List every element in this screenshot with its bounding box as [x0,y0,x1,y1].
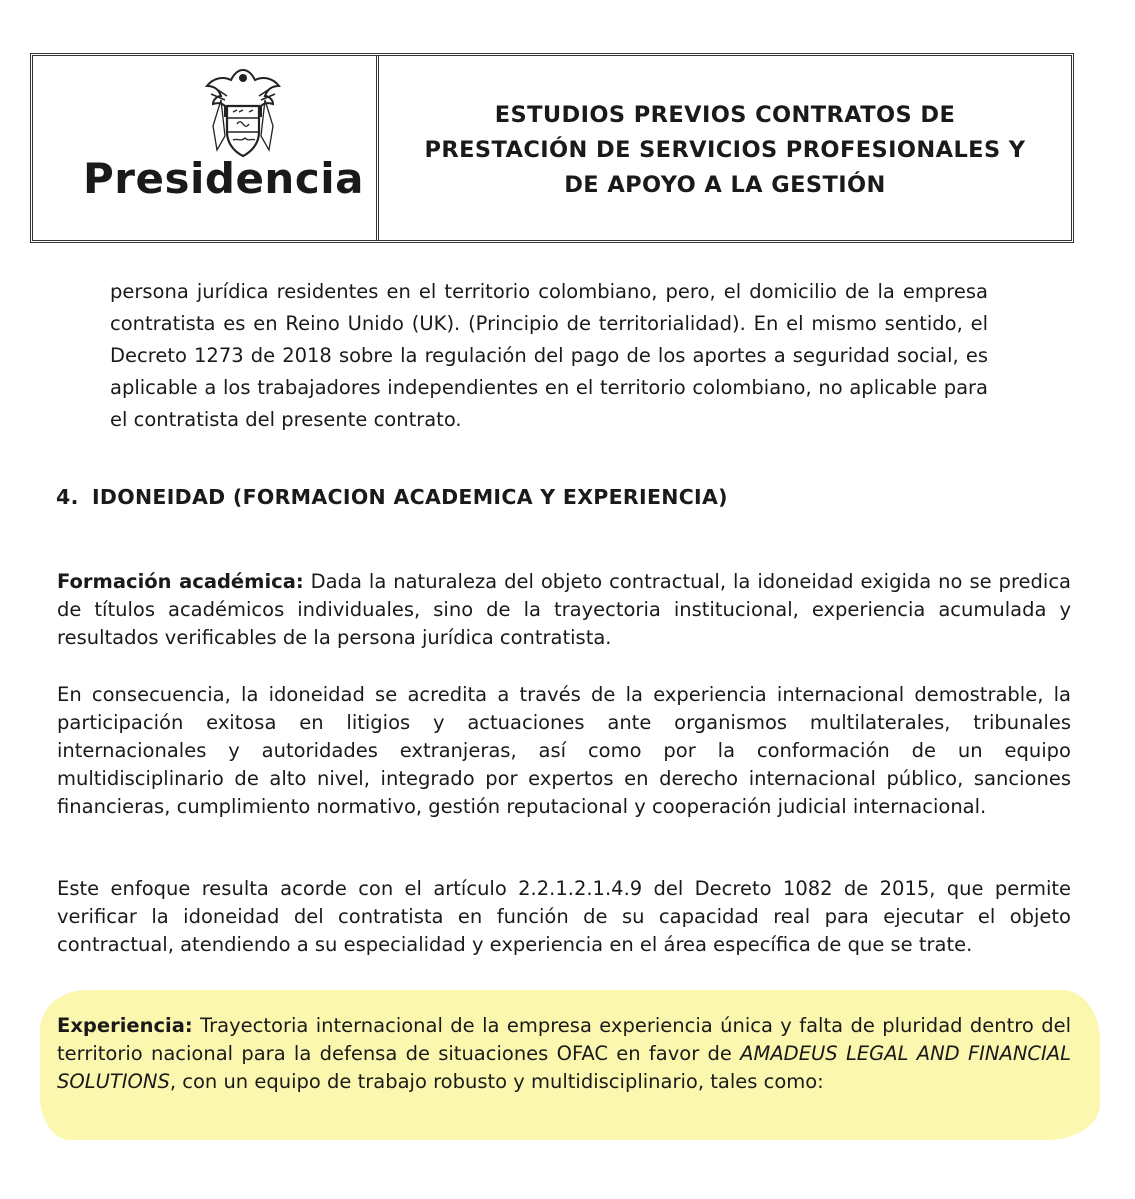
experiencia-label: Experiencia: [57,1014,193,1037]
formacion-text: Dada la naturaleza del objeto contractual, la idoneidad exigida no se predica de títulos académicos individuales, sino de la trayectoria institucional, experiencia acumulada y resultados verificables de la persona jurídica contratista. [57,570,1071,649]
title-line-3: DE APOYO A LA GESTIÓN [564,171,886,198]
title-cell [379,56,1071,240]
section-heading [56,485,728,509]
document-title [425,98,1026,203]
experiencia-paragraph [57,1012,1071,1096]
formacion-label: Formación académica: [57,570,304,593]
enfoque-paragraph: Este enfoque resulta acorde con el artículo 2.2.1.2.1.4.9 del Decreto 1082 de 2015, que permite verificar la idoneidad del contratista en función de su capacidad real para ejecutar el objeto contractual, atendiendo a su especialidad y experiencia en el área específica de que se trate. [57,877,1071,956]
presidencia-logo-text: Presidencia [83,154,364,203]
coat-of-arms-icon [203,66,283,160]
formacion-paragraph [57,568,1071,652]
consecuencia-paragraph: En consecuencia, la idoneidad se acredita a través de la experiencia internacional demostrable, la participación exitosa en litigios y actuaciones ante organismos multilaterales, tribunales internacionales y autoridades extranjeras, así como por la conformación de un equipo multidisciplinario de alto nivel, integrado por expertos en derecho internacional público, sanciones financieras, cumplimiento normativo, gestión reputacional y cooperación judicial internacional. [57,683,1071,818]
logo-cell [33,56,379,240]
experiencia-text-after: , con un equipo de trabajo robusto y multidisciplinario, tales como: [169,1070,824,1093]
experiencia-text-before: Trayectoria internacional de la empresa experiencia única y falta de pluridad dentro del territorio nacional para la defensa de situaciones OFAC en favor de [57,1014,1071,1065]
experiencia-company: AMADEUS LEGAL AND FINANCIAL SOLUTIONS [57,1042,1071,1093]
section-number: 4. [56,485,79,509]
continuation-paragraph: persona jurídica residentes en el territorio colombiano, pero, el domicilio de la empresa contratista es en Reino Unido (UK). (Principio de territorialidad). En el mismo sentido, el Decreto 1273 de 2018 sobre la regulación del pago de los aportes a seguridad social, es aplicable a los trabajadores independientes en el territorio colombiano, no aplicable para el contratista del presente contrato. [110,280,988,431]
document-header [30,53,1074,243]
section-title: IDONEIDAD (FORMACION ACADEMICA Y EXPERIENCIA) [92,485,728,509]
title-line-2: PRESTACIÓN DE SERVICIOS PROFESIONALES Y [424,136,1026,163]
title-line-1: ESTUDIOS PREVIOS CONTRATOS DE [494,101,956,128]
